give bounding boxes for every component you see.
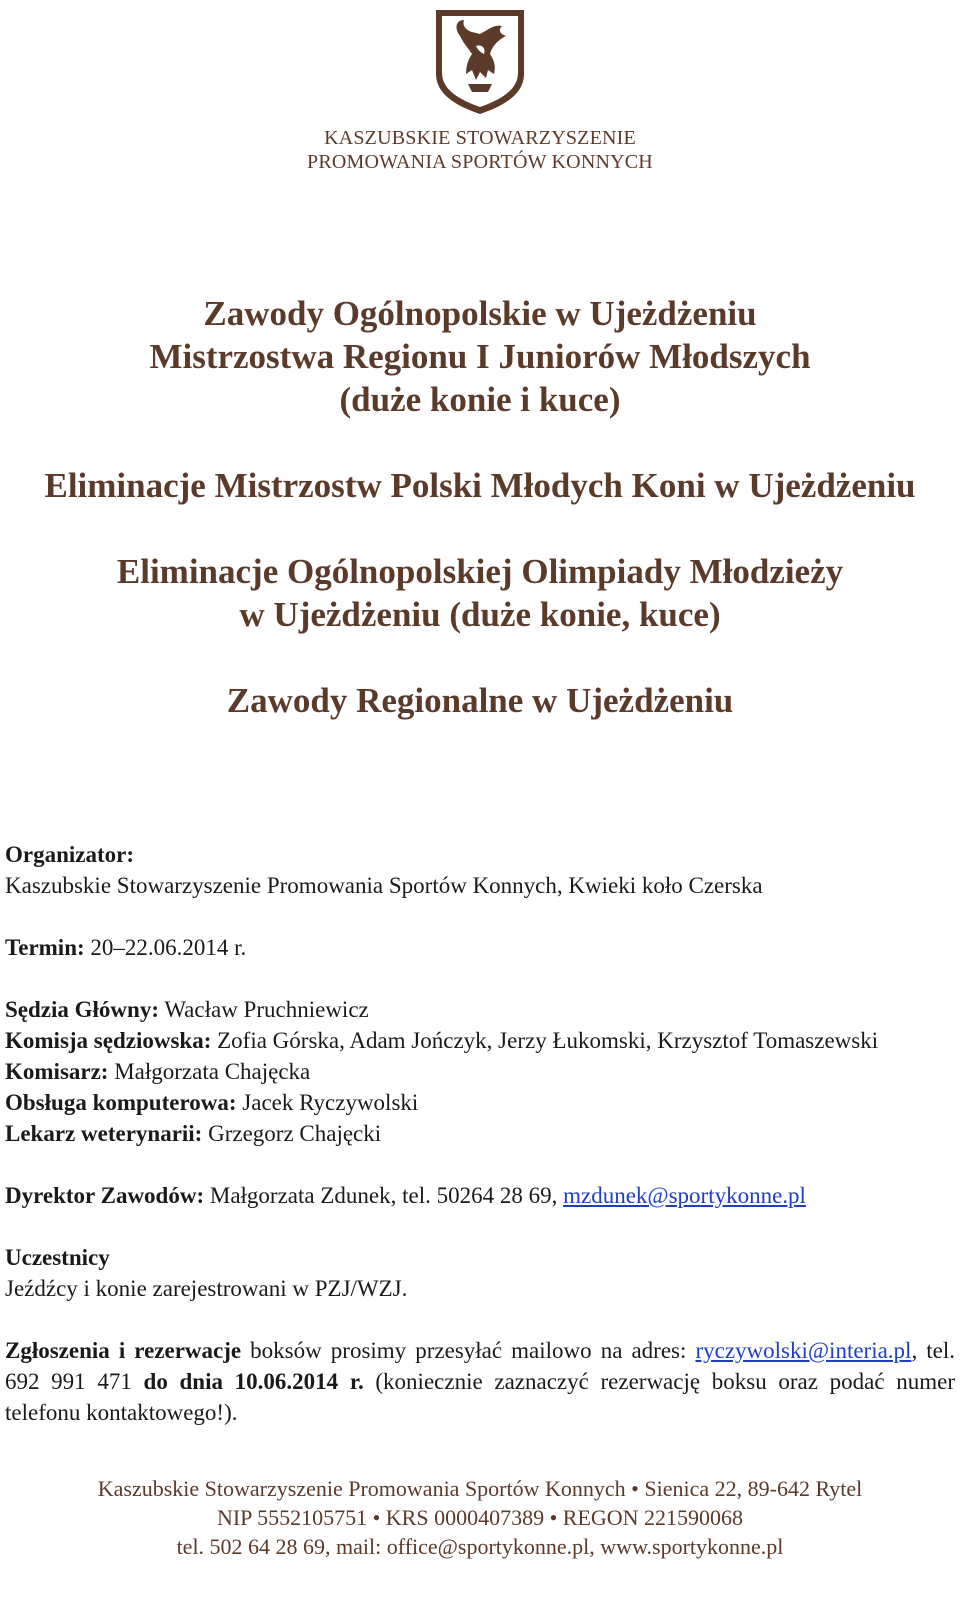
footer	[0, 1474, 960, 1561]
footer-line-1: Kaszubskie Stowarzyszenie Promowania Sportów Konnych • Sienica 22, 89-642 Rytel	[97, 1476, 863, 1501]
event-titles	[0, 292, 960, 722]
title-line-3: (duże konie i kuce)	[339, 380, 621, 419]
entries-text-2: , tel. 692 991 471	[5, 1338, 955, 1394]
term-value: 20–22.06.2014 r.	[84, 935, 247, 960]
header-logo	[0, 6, 960, 174]
title-line-6: w Ujeżdżeniu (duże konie, kuce)	[239, 595, 721, 634]
event-details	[5, 839, 955, 1428]
entries-deadline: do dnia 10.06.2014 r.	[143, 1369, 364, 1394]
judge-label: Sędzia Główny:	[5, 997, 159, 1022]
organizer-label: Organizator:	[5, 842, 135, 867]
logo-line-1: KASZUBSKIE STOWARZYSZENIE	[324, 127, 636, 149]
vet-value: Grzegorz Chajęcki	[202, 1121, 382, 1146]
director-value: Małgorzata Zdunek, tel. 50264 28 69,	[204, 1183, 564, 1208]
footer-line-3: tel. 502 64 28 69, mail: office@sportykonne.pl, www.sportykonne.pl	[176, 1534, 784, 1559]
title-line-4: Eliminacje Mistrzostw Polski Młodych Koni w Ujeżdżeniu	[44, 466, 916, 505]
title-line-1: Zawody Ogólnopolskie w Ujeżdżeniu	[203, 294, 757, 333]
logo-line-2: PROMOWANIA SPORTÓW KONNYCH	[307, 151, 653, 173]
title-line-7: Zawody Regionalne w Ujeżdżeniu	[226, 681, 734, 720]
participants-label: Uczestnicy	[5, 1245, 110, 1270]
term-label: Termin:	[5, 935, 85, 960]
commission-label: Komisja sędziowska:	[5, 1028, 212, 1053]
computer-value: Jacek Ryczywolski	[236, 1090, 419, 1115]
griffin-shield-icon	[432, 6, 528, 116]
commission-value: Zofia Górska, Adam Jończyk, Jerzy Łukomski, Krzysztof Tomaszewski	[211, 1028, 879, 1053]
commissioner-value: Małgorzata Chajęcka	[108, 1059, 311, 1084]
title-line-2: Mistrzostwa Regionu I Juniorów Młodszych	[149, 337, 811, 376]
logo-wordmark	[0, 126, 960, 174]
footer-line-2: NIP 5552105751 • KRS 0000407389 • REGON 221590068	[216, 1505, 744, 1530]
entries-text-1: boksów prosimy przesyłać mailowo na adres:	[241, 1338, 696, 1363]
commissioner-label: Komisarz:	[5, 1059, 109, 1084]
vet-label: Lekarz weterynarii:	[5, 1121, 203, 1146]
entries-label: Zgłoszenia i rezerwacje	[5, 1338, 242, 1363]
director-label: Dyrektor Zawodów:	[5, 1183, 205, 1208]
title-line-5: Eliminacje Ogólnopolskiej Olimpiady Młodzieży	[116, 552, 844, 591]
entries-text-3: (koniecznie zaznaczyć rezerwację boksu oraz podać numer telefonu kontaktowego!).	[5, 1369, 955, 1425]
director-email-link[interactable]: mzdunek@sportykonne.pl	[563, 1183, 806, 1208]
entries-email-link[interactable]: ryczywolski@interia.pl	[695, 1338, 912, 1363]
organizer-value: Kaszubskie Stowarzyszenie Promowania Sportów Konnych, Kwieki koło Czerska	[5, 873, 763, 898]
judge-value: Wacław Pruchniewicz	[158, 997, 369, 1022]
participants-value: Jeźdźcy i konie zarejestrowani w PZJ/WZJ.	[5, 1276, 408, 1301]
computer-label: Obsługa komputerowa:	[5, 1090, 237, 1115]
